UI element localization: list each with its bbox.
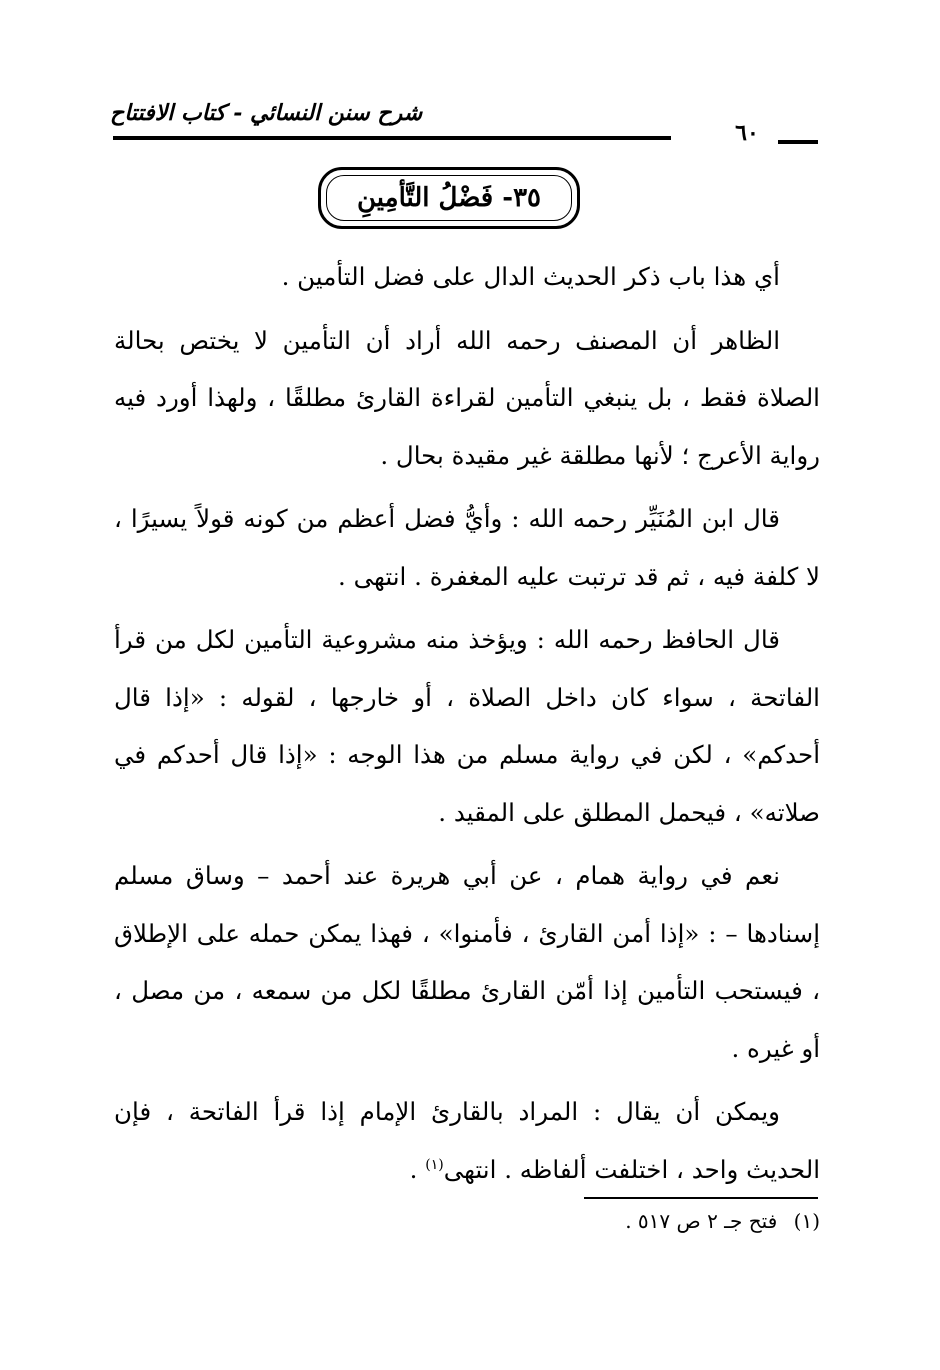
chapter-heading-box (318, 167, 580, 229)
closing-period: . (409, 1154, 426, 1184)
paragraph-text: ويمكن أن يقال : المراد بالقارئ الإمام إذا قرأ الفاتحة ، فإن الحديث واحد ، اختلفت ألفاظه . انتهى (114, 1097, 820, 1184)
paragraph: أي هذا باب ذكر الحديث الدال على فضل التأمين . (281, 262, 780, 291)
paragraph-last (114, 1083, 820, 1198)
footnote-text: فتح جـ ٢ ص ٥١٧ . (625, 1209, 778, 1233)
page-number: ٦٠ (735, 120, 759, 146)
footnote-marker: (١) (793, 1209, 820, 1233)
paragraph: الظاهر أن المصنف رحمه الله أراد أن التأمين لا يختص بحالة الصلاة فقط ، بل ينبغي التأمين لقراءة القارئ مطلقًا ، ولهذا أورد فيه رواية الأعرج ؛ لأنها مطلقة غير مقيدة بحال . (114, 325, 820, 470)
footnote (520, 1205, 820, 1237)
chapter-title: ٣٥- فَضْلُ التَّأمِينِ (357, 183, 541, 213)
page-number-dash (778, 140, 818, 144)
paragraph: قال ابن المُنَيِّر رحمه الله : وأيُّ فضل أعظم من كونه قولاً يسيرًا ، لا كلفة فيه ، ثم قد ترتبت عليه المغفرة . انتهى . (114, 504, 820, 591)
body-text (114, 248, 820, 1198)
footnote-reference: (١) (425, 1156, 444, 1173)
paragraph: قال الحافظ رحمه الله : ويؤخذ منه مشروعية التأمين لكل من قرأ الفاتحة ، سواء كان داخل الصلاة ، أو خارجها ، لقوله : «إذا قال أحدكم» ، لكن في رواية مسلم من هذا الوجه : «إذا قال أحدكم في صلاته» ، فيحمل المطلق على المقيد . (114, 625, 820, 827)
paragraph: نعم في رواية همام ، عن أبي هريرة عند أحمد – وساق مسلم إسنادها – : «إذا أمن القارئ ، فأمنوا» ، فهذا يمكن حمله على الإطلاق ، فيستحب التأمين إذا أمّن القارئ مطلقًا لكل من سمعه ، من مصل ، أو غيره . (114, 861, 820, 1063)
footnote-rule (584, 1197, 818, 1199)
running-title: شرح سنن النسائي - كتاب الافتتاح (110, 100, 423, 126)
header-rule (113, 136, 671, 140)
